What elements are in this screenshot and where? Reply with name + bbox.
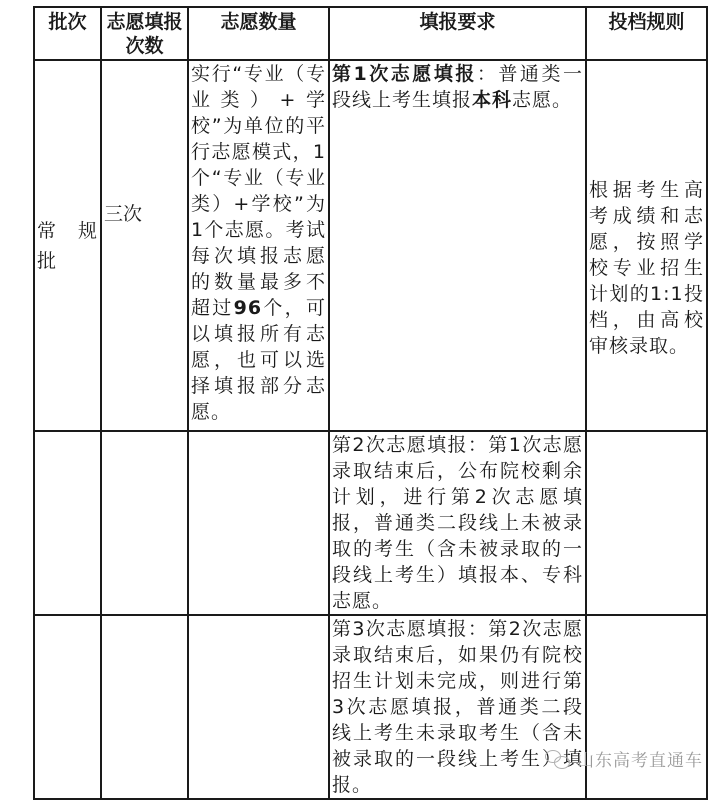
admission-table <box>33 6 708 800</box>
cell-quantity <box>188 431 329 615</box>
requirement-text: 第2次志愿填报：第1次志愿录取结束后，公布院校剩余计划，进行第2次志愿填报，普通类二段线上未被录取的考生（含未被录取的一段线上考生）填报本、专科志愿。 <box>332 434 583 612</box>
cell-batch <box>34 60 101 431</box>
requirement-text: 第1次志愿填报：普通类一段线上考生填报本科志愿。 <box>332 63 583 111</box>
header-times: 志愿填报次数 <box>101 7 188 60</box>
cell-requirement <box>329 60 586 431</box>
rules-text: 根据考生高考成绩和志愿，按照学校专业招生计划的1:1投档，由高校审核录取。 <box>589 179 704 357</box>
header-row <box>34 7 707 60</box>
cell-batch <box>34 431 101 615</box>
batch-char: 常 <box>37 219 58 242</box>
header-batch: 批次 <box>34 7 101 60</box>
table-row <box>34 60 707 431</box>
batch-char: 批 <box>37 249 58 272</box>
times-text: 三次 <box>104 202 143 225</box>
header-requirement: 填报要求 <box>329 7 586 60</box>
table-row <box>34 615 707 799</box>
cell-quantity <box>188 615 329 799</box>
cell-quantity <box>188 60 329 431</box>
wechat-icon <box>545 750 571 768</box>
header-quantity: 志愿数量 <box>188 7 329 60</box>
watermark <box>545 746 703 771</box>
cell-rules <box>586 431 707 615</box>
cell-rules <box>586 60 707 431</box>
requirement-text: 第3次志愿填报：第2次志愿录取结束后，如果仍有院校招生计划未完成，则进行第3次志愿填报，普通类二段线上考生未录取考生（含未被录取的一段线上考生）填报。 <box>332 618 583 796</box>
cell-times <box>101 615 188 799</box>
quantity-text: 实行“专业（专业类）+学校”为单位的平行志愿模式，1个“专业（专业类）+学校”为1个志愿。考试每次填报志愿的数量最多不超过96个，可以填报所有志愿，也可以选择填报部分志愿。 <box>191 63 326 423</box>
table-row <box>34 431 707 615</box>
cell-rules <box>586 615 707 799</box>
header-rules: 投档规则 <box>586 7 707 60</box>
cell-times <box>101 431 188 615</box>
cell-times <box>101 60 188 431</box>
cell-requirement <box>329 615 586 799</box>
cell-batch <box>34 615 101 799</box>
cell-requirement <box>329 431 586 615</box>
batch-char: 规 <box>77 219 98 242</box>
watermark-text: 山东高考直通车 <box>577 751 703 771</box>
